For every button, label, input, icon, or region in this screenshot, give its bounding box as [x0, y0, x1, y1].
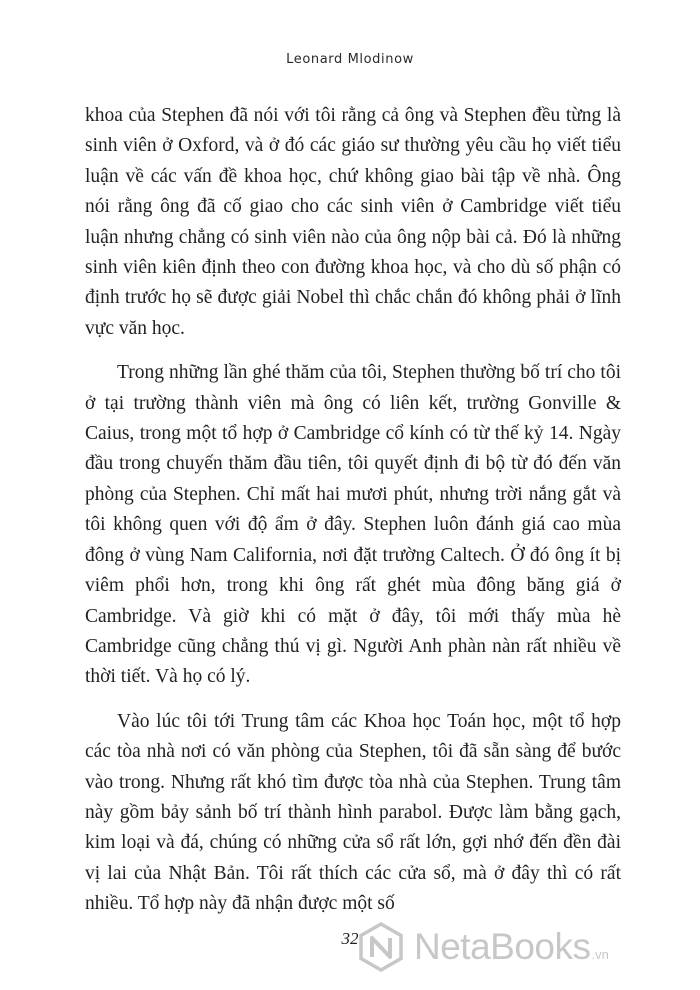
body-text	[85, 101, 621, 920]
netabooks-logo-icon	[356, 922, 406, 972]
paragraph-2: Trong những lần ghé thăm của tôi, Stephen thường bố trí cho tôi ở tại trường thành viên mà ông có liên kết, trường Gonville & Caius, trong một tổ hợp ở Cambridge cổ kính có từ thế kỷ 14. Ngày đầu trong chuyến thăm đầu tiên, tôi quyết định đi bộ từ đó đến văn phòng của Stephen. Chỉ mất hai mươi phút, nhưng trời nắng gắt và tôi không quen với độ ẩm ở đây. Stephen luôn đánh giá cao mùa đông ở vùng Nam California, nơi đặt trường Caltech. Ở đó ông ít bị viêm phổi hơn, trong khi ông rất ghét mùa đông băng giá ở Cambridge. Và giờ khi có mặt ở đây, tôi mới thấy mùa hè Cambridge cũng chẳng thú vị gì. Người Anh phàn nàn rất nhiều về thời tiết. Và họ có lý.	[85, 362, 621, 688]
watermark-suffix: .vn	[591, 947, 609, 962]
page-number: 32	[341, 929, 359, 948]
watermark	[356, 918, 609, 976]
running-head: Leonard Mlodinow	[286, 52, 414, 67]
watermark-text: NetaBooks	[414, 926, 591, 967]
paragraph-1: khoa của Stephen đã nói với tôi rằng cả ông và Stephen đều từng là sinh viên ở Oxford, và ở đó các giáo sư thường yêu cầu họ viết tiểu luận về các vấn đề khoa học, chứ không giao bài tập về nhà. Ông nói rằng ông đã cố giao cho các sinh viên ở Cambridge viết tiểu luận nhưng chẳng có sinh viên nào của ông nộp bài cả. Đó là những sinh viên kiên định theo con đường khoa học, và cho dù số phận có định trước họ sẽ được giải Nobel thì chắc chắn đó không phải ở lĩnh vực văn học.	[85, 105, 621, 339]
paragraph-3: Vào lúc tôi tới Trung tâm các Khoa học Toán học, một tổ hợp các tòa nhà nơi có văn phòng của Stephen, tôi đã sẵn sàng để bước vào trong. Nhưng rất khó tìm được tòa nhà của Stephen. Trung tâm này gồm bảy sảnh bố trí thành hình parabol. Được làm bằng gạch, kim loại và đá, chúng có những cửa sổ rất lớn, gợi nhớ đến đền đài vị lai của Nhật Bản. Tôi rất thích các cửa sổ, mà ở đây thì có rất nhiều. Tổ hợp này đã nhận được một số	[85, 710, 621, 915]
